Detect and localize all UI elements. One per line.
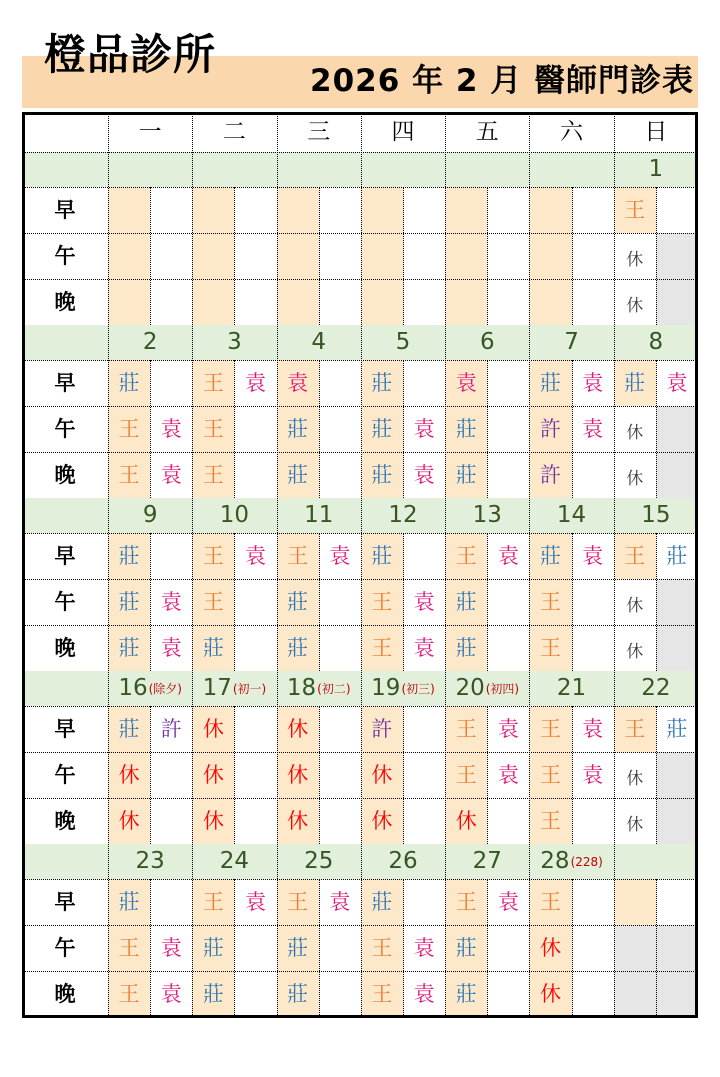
doctor-mark: 王 — [202, 589, 224, 614]
closed-mark: 休 — [287, 716, 309, 741]
first-doctor-slot-bg — [277, 233, 319, 279]
doctor-mark: 王 — [455, 762, 477, 787]
closed-cell-bg — [656, 406, 698, 452]
doctor-mark: 莊 — [455, 635, 477, 660]
column-divider — [108, 112, 109, 1017]
first-doctor-slot-bg — [529, 187, 571, 233]
doctor-mark: 袁 — [413, 935, 435, 960]
first-doctor-slot-bg — [445, 233, 487, 279]
doctor-mark: 王 — [624, 543, 646, 568]
doctor-mark: 袁 — [244, 543, 266, 568]
closed-cell-bg — [656, 752, 698, 798]
day-number-text: 7 — [564, 329, 579, 355]
shift-label: 午 — [54, 935, 76, 960]
doctor-mark: 莊 — [455, 462, 477, 487]
day-number — [614, 671, 698, 706]
first-doctor-slot-bg — [277, 187, 319, 233]
day-number — [529, 671, 613, 706]
closed-cell-bg — [656, 452, 698, 498]
shift-label: 午 — [54, 416, 76, 441]
first-doctor-slot-bg — [277, 279, 319, 325]
doctor-mark: 袁 — [455, 370, 477, 395]
doctor-mark: 袁 — [497, 762, 519, 787]
closed-cell-bg — [656, 625, 698, 671]
doctor-mark: 王 — [455, 716, 477, 741]
day-number — [361, 498, 445, 533]
doctor-mark: 莊 — [118, 716, 140, 741]
doctor-mark: 王 — [624, 197, 646, 222]
column-divider — [150, 533, 151, 671]
doctor-mark: 王 — [539, 889, 561, 914]
doctor-mark: 袁 — [582, 543, 604, 568]
day-note: (除夕) — [148, 681, 182, 696]
column-divider — [572, 879, 573, 1017]
doctor-mark: 莊 — [455, 981, 477, 1006]
day-number — [108, 498, 192, 533]
day-number — [277, 498, 361, 533]
day-number-text: 10 — [219, 502, 250, 528]
doctor-mark: 王 — [539, 635, 561, 660]
column-divider — [403, 360, 404, 498]
column-divider — [234, 187, 235, 325]
closed-mark: 休 — [118, 762, 140, 787]
column-divider — [319, 706, 320, 844]
day-number — [529, 325, 613, 360]
shift-label: 早 — [54, 197, 76, 222]
column-divider — [234, 879, 235, 1017]
doctor-mark: 袁 — [413, 589, 435, 614]
day-number-text: 13 — [472, 502, 502, 528]
day-number-text: 18 — [286, 675, 317, 701]
closed-mark: 休 — [539, 981, 561, 1006]
doctor-mark: 莊 — [118, 543, 140, 568]
closed-mark: 休 — [202, 762, 224, 787]
day-note: (228) — [570, 854, 603, 869]
shift-label: 午 — [54, 243, 76, 268]
weekday-header: 三 — [307, 118, 331, 145]
day-number-text: 3 — [227, 329, 242, 355]
day-note: (初一) — [232, 681, 267, 696]
doctor-mark: 莊 — [666, 716, 688, 741]
column-divider — [656, 187, 657, 325]
closed-label: 休 — [626, 422, 644, 443]
first-doctor-slot-bg — [361, 233, 403, 279]
day-number-text: 26 — [388, 848, 418, 874]
doctor-mark: 袁 — [497, 889, 519, 914]
column-divider — [529, 112, 530, 1017]
column-divider — [277, 112, 278, 1017]
day-number — [614, 325, 698, 360]
doctor-mark: 王 — [539, 808, 561, 833]
doctor-mark: 王 — [202, 889, 224, 914]
first-doctor-slot-bg — [361, 187, 403, 233]
column-divider — [403, 533, 404, 671]
day-number — [529, 498, 613, 533]
day-number-text: 22 — [641, 675, 671, 701]
doctor-mark: 莊 — [624, 370, 646, 395]
closed-mark: 休 — [118, 808, 140, 833]
doctor-mark: 王 — [118, 416, 140, 441]
column-divider — [234, 706, 235, 844]
doctor-mark: 莊 — [287, 589, 309, 614]
day-number-text: 6 — [479, 329, 495, 355]
doctor-mark: 莊 — [371, 889, 393, 914]
closed-cell-bg — [656, 279, 698, 325]
doctor-mark: 王 — [539, 716, 561, 741]
first-doctor-slot-bg — [445, 187, 487, 233]
column-divider — [319, 187, 320, 325]
doctor-mark: 王 — [624, 716, 646, 741]
doctor-mark: 王 — [202, 370, 224, 395]
column-divider — [572, 360, 573, 498]
shift-label: 早 — [54, 716, 76, 741]
doctor-mark: 袁 — [413, 635, 435, 660]
doctor-mark: 莊 — [287, 935, 309, 960]
day-number-text: 16 — [118, 675, 148, 701]
column-divider — [319, 533, 320, 671]
closed-mark: 休 — [371, 808, 393, 833]
column-divider — [572, 533, 573, 671]
column-divider — [319, 879, 320, 1017]
doctor-mark: 袁 — [287, 370, 309, 395]
doctor-mark: 莊 — [287, 462, 309, 487]
doctor-mark: 莊 — [202, 935, 224, 960]
doctor-mark: 王 — [371, 589, 393, 614]
column-divider — [656, 879, 657, 1017]
doctor-mark: 許 — [539, 462, 561, 487]
doctor-mark: 王 — [539, 762, 561, 787]
closed-label: 休 — [626, 768, 644, 789]
weekday-header: 二 — [222, 118, 246, 145]
day-number-text: 19 — [371, 675, 401, 701]
day-number-text: 4 — [311, 329, 327, 355]
closed-label: 休 — [626, 814, 644, 835]
column-divider — [487, 533, 488, 671]
column-divider — [361, 112, 362, 1017]
doctor-mark: 莊 — [202, 635, 224, 660]
schedule-title: 2026 年 2 月 醫師門診表 — [310, 63, 695, 99]
doctor-mark: 袁 — [582, 762, 604, 787]
doctor-mark: 莊 — [287, 635, 309, 660]
doctor-mark: 莊 — [666, 543, 688, 568]
closed-cell-bg — [656, 798, 698, 844]
column-divider — [572, 187, 573, 325]
day-number — [361, 325, 445, 360]
doctor-mark: 王 — [287, 543, 309, 568]
doctor-mark: 袁 — [582, 370, 604, 395]
shift-label: 晚 — [54, 462, 76, 487]
column-divider — [487, 360, 488, 498]
doctor-mark: 許 — [371, 716, 393, 741]
day-number-text: 5 — [395, 329, 411, 355]
doctor-mark: 袁 — [582, 416, 604, 441]
day-number-text: 14 — [556, 502, 587, 528]
day-number-text: 17 — [202, 675, 232, 701]
column-divider — [234, 360, 235, 498]
doctor-mark: 王 — [118, 981, 140, 1006]
day-number — [277, 671, 361, 706]
closed-mark: 休 — [202, 808, 224, 833]
day-number — [445, 498, 529, 533]
day-number-text: 2 — [142, 329, 158, 355]
doctor-mark: 莊 — [455, 935, 477, 960]
doctor-mark: 王 — [118, 935, 140, 960]
doctor-mark: 莊 — [287, 416, 309, 441]
first-doctor-slot-bg — [361, 279, 403, 325]
shift-label: 晚 — [54, 808, 76, 833]
first-doctor-slot-bg — [445, 279, 487, 325]
shift-label: 晚 — [54, 981, 76, 1006]
doctor-mark: 王 — [202, 543, 224, 568]
shift-label: 早 — [54, 370, 76, 395]
column-divider — [487, 187, 488, 325]
column-divider — [150, 706, 151, 844]
doctor-mark: 袁 — [413, 416, 435, 441]
closed-cell-bg — [656, 579, 698, 625]
column-divider — [656, 360, 657, 498]
day-number — [277, 844, 361, 879]
closed-mark: 休 — [371, 762, 393, 787]
first-doctor-slot-bg — [108, 187, 150, 233]
column-divider — [487, 706, 488, 844]
day-number-text: 24 — [219, 848, 250, 874]
first-doctor-slot-bg — [614, 879, 656, 925]
column-divider — [656, 706, 657, 844]
column-divider — [403, 879, 404, 1017]
day-number-text: 21 — [556, 675, 587, 701]
column-divider — [656, 533, 657, 671]
shift-label: 早 — [54, 543, 76, 568]
column-divider — [614, 112, 615, 1017]
column-divider — [572, 706, 573, 844]
day-number — [108, 671, 192, 706]
doctor-mark: 袁 — [160, 589, 182, 614]
doctor-mark: 莊 — [455, 416, 477, 441]
day-number — [445, 325, 529, 360]
doctor-mark: 莊 — [202, 981, 224, 1006]
doctor-mark: 莊 — [118, 889, 140, 914]
day-number — [445, 844, 529, 879]
doctor-mark: 許 — [160, 716, 182, 741]
column-divider — [150, 360, 151, 498]
day-number-text: 9 — [142, 502, 158, 528]
day-number — [192, 498, 276, 533]
day-number-text: 28 — [540, 848, 570, 874]
doctor-mark: 袁 — [244, 370, 266, 395]
column-divider — [150, 879, 151, 1017]
first-doctor-slot-bg — [192, 279, 234, 325]
doctor-mark: 袁 — [329, 889, 351, 914]
weekday-header: 六 — [560, 118, 584, 145]
doctor-mark: 袁 — [497, 716, 519, 741]
day-number — [529, 844, 613, 879]
day-number — [192, 325, 276, 360]
doctor-mark: 莊 — [455, 589, 477, 614]
doctor-mark: 莊 — [118, 635, 140, 660]
column-divider — [150, 187, 151, 325]
first-doctor-slot-bg — [529, 279, 571, 325]
doctor-mark: 莊 — [371, 543, 393, 568]
day-number — [361, 671, 445, 706]
weekday-header: 四 — [391, 118, 415, 145]
doctor-mark: 莊 — [539, 543, 561, 568]
day-number — [277, 325, 361, 360]
closed-label: 休 — [626, 295, 644, 316]
column-divider — [192, 112, 193, 1017]
doctor-mark: 莊 — [118, 589, 140, 614]
doctor-mark: 袁 — [413, 462, 435, 487]
doctor-mark: 王 — [455, 889, 477, 914]
doctor-mark: 袁 — [160, 981, 182, 1006]
doctor-mark: 莊 — [371, 416, 393, 441]
doctor-mark: 王 — [202, 416, 224, 441]
column-divider — [445, 112, 446, 1017]
doctor-mark: 莊 — [371, 370, 393, 395]
closed-mark: 休 — [455, 808, 477, 833]
shift-label: 午 — [54, 762, 76, 787]
first-doctor-slot-bg — [108, 279, 150, 325]
weekday-header: 一 — [138, 118, 162, 145]
day-number — [192, 671, 276, 706]
column-divider — [487, 879, 488, 1017]
clinic-name: 橙品診所 — [44, 30, 217, 79]
day-number-text: 12 — [388, 502, 418, 528]
doctor-mark: 袁 — [160, 462, 182, 487]
closed-label: 休 — [626, 468, 644, 489]
weekday-header: 五 — [475, 118, 499, 145]
doctor-mark: 莊 — [371, 462, 393, 487]
column-divider — [403, 706, 404, 844]
day-number-text: 25 — [304, 848, 334, 874]
day-number — [192, 844, 276, 879]
shift-label: 午 — [54, 589, 76, 614]
weekday-header: 日 — [644, 118, 668, 145]
doctor-mark: 袁 — [666, 370, 688, 395]
day-number — [108, 844, 192, 879]
doctor-mark: 莊 — [539, 370, 561, 395]
doctor-mark: 王 — [371, 935, 393, 960]
day-number-text: 15 — [641, 502, 671, 528]
doctor-mark: 袁 — [329, 543, 351, 568]
doctor-mark: 袁 — [160, 635, 182, 660]
first-doctor-slot-bg — [192, 233, 234, 279]
column-divider — [319, 360, 320, 498]
doctor-mark: 王 — [371, 635, 393, 660]
doctor-mark: 袁 — [582, 716, 604, 741]
shift-label: 晚 — [54, 289, 76, 314]
first-doctor-slot-bg — [529, 233, 571, 279]
closed-cell-bg — [656, 233, 698, 279]
first-doctor-slot-bg — [108, 233, 150, 279]
day-number — [361, 844, 445, 879]
doctor-mark: 袁 — [160, 935, 182, 960]
doctor-mark: 王 — [287, 889, 309, 914]
day-number — [614, 498, 698, 533]
shift-label: 晚 — [54, 635, 76, 660]
day-number — [108, 325, 192, 360]
day-number-text: 23 — [135, 848, 165, 874]
day-number-text: 1 — [648, 156, 664, 182]
day-note: (初二) — [317, 681, 351, 696]
column-divider — [403, 187, 404, 325]
doctor-mark: 王 — [202, 462, 224, 487]
column-divider — [234, 533, 235, 671]
closed-mark: 休 — [202, 716, 224, 741]
day-note: (初四) — [485, 681, 520, 696]
day-number-text: 20 — [455, 675, 485, 701]
day-number-text: 8 — [648, 329, 664, 355]
shift-label: 早 — [54, 889, 76, 914]
closed-label: 休 — [626, 249, 644, 270]
doctor-mark: 王 — [371, 981, 393, 1006]
first-doctor-slot-bg — [192, 187, 234, 233]
doctor-mark: 袁 — [497, 543, 519, 568]
doctor-mark: 王 — [455, 543, 477, 568]
day-number-text: 27 — [472, 848, 502, 874]
day-number — [445, 671, 529, 706]
day-number-text: 11 — [304, 502, 334, 528]
doctor-mark: 許 — [539, 416, 561, 441]
closed-label: 休 — [626, 641, 644, 662]
doctor-mark: 袁 — [244, 889, 266, 914]
doctor-mark: 袁 — [160, 416, 182, 441]
day-number — [614, 152, 698, 187]
doctor-mark: 王 — [118, 462, 140, 487]
doctor-mark: 袁 — [413, 981, 435, 1006]
doctor-mark: 王 — [539, 589, 561, 614]
closed-mark: 休 — [287, 808, 309, 833]
doctor-mark: 莊 — [287, 981, 309, 1006]
closed-mark: 休 — [287, 762, 309, 787]
closed-mark: 休 — [539, 935, 561, 960]
closed-label: 休 — [626, 595, 644, 616]
day-note: (初三) — [401, 681, 435, 696]
doctor-mark: 莊 — [118, 370, 140, 395]
